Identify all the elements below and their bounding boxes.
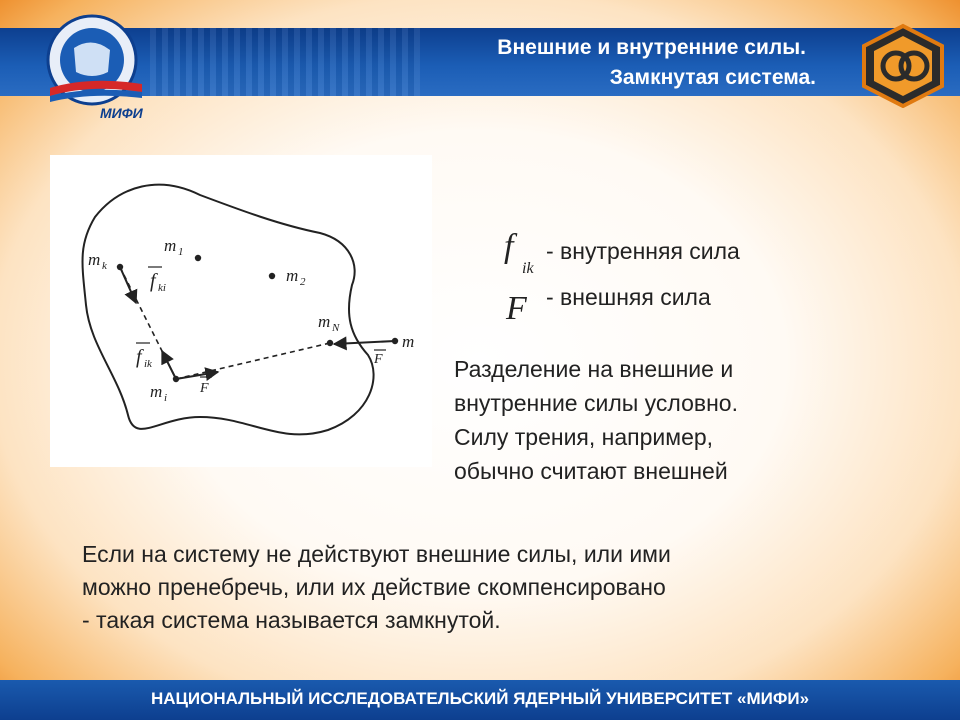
legend-internal-force-symbol: f (504, 228, 514, 265)
university-emblem-logo (30, 6, 160, 124)
force-arrow-F-mN (334, 341, 395, 344)
definition-line: - такая система называется замкнутой. (82, 607, 501, 633)
point-m-1 (195, 255, 201, 261)
system-boundary (83, 185, 374, 435)
force-arrow-F-mi (176, 372, 218, 379)
label-m-i: m (150, 382, 163, 401)
side-note-line: Силу трения, например, (454, 424, 714, 450)
dashed-line-mi-mN (176, 343, 330, 379)
slide-title-line-1: Внешние и внутренние силы. (497, 36, 806, 59)
point-m-2 (269, 273, 275, 279)
side-note-line: Разделение на внешние и (454, 356, 734, 382)
header-building-photo (150, 28, 420, 96)
label-f-ki: f (150, 270, 156, 292)
label-m-1-sub: 1 (178, 246, 184, 258)
point-m-outside (392, 338, 398, 344)
side-note-line: внутренние силы условно. (454, 390, 738, 416)
cube-emblem-logo (858, 22, 948, 108)
closed-system-diagram (50, 155, 432, 467)
label-f-ik: f (136, 346, 142, 368)
legend-external-force-text: - внешняя сила (546, 284, 711, 310)
side-note-line: обычно считают внешней (454, 458, 728, 484)
label-m-2: m (286, 266, 299, 285)
system-diagram-panel (50, 155, 432, 467)
force-arrow-f-ki (120, 267, 136, 303)
label-m-N: m (318, 312, 331, 331)
side-note-paragraph (454, 352, 894, 488)
closed-system-definition (82, 538, 922, 637)
label-m-N-sub: N (332, 322, 340, 334)
point-m-i (173, 376, 179, 382)
legend-external-force-symbol: F (506, 290, 527, 327)
slide-title-line-2: Замкнутая система. (609, 66, 816, 89)
left-logo-text: МИФИ (100, 105, 143, 121)
label-f-ki-sub: ki (158, 282, 166, 294)
legend-internal-force-text: - внутренняя сила (546, 238, 740, 264)
label-F-mi: F (200, 381, 209, 396)
point-m-k (117, 264, 123, 270)
definition-line: Если на систему не действуют внешние силы, или ими (82, 541, 671, 567)
label-m-1: m (164, 236, 177, 255)
label-m-k: m (88, 250, 101, 269)
footer-university-name: НАЦИОНАЛЬНЫЙ ИССЛЕДОВАТЕЛЬСКИЙ ЯДЕРНЫЙ УНИВЕРСИТЕТ «МИФИ» (150, 689, 810, 708)
label-m-k-sub: k (102, 260, 107, 272)
force-arrow-f-ik (162, 351, 176, 379)
label-F-mN: F (374, 352, 383, 367)
legend-internal-force-subscript: ik (522, 260, 534, 277)
label-m-i-sub: i (164, 392, 168, 404)
label-m-2-sub: 2 (300, 276, 306, 288)
definition-line: можно пренебречь, или их действие скомпенсировано (82, 574, 666, 600)
label-f-ik-sub: ik (144, 358, 152, 370)
label-m-outside: m (402, 332, 415, 351)
point-m-N (327, 340, 333, 346)
